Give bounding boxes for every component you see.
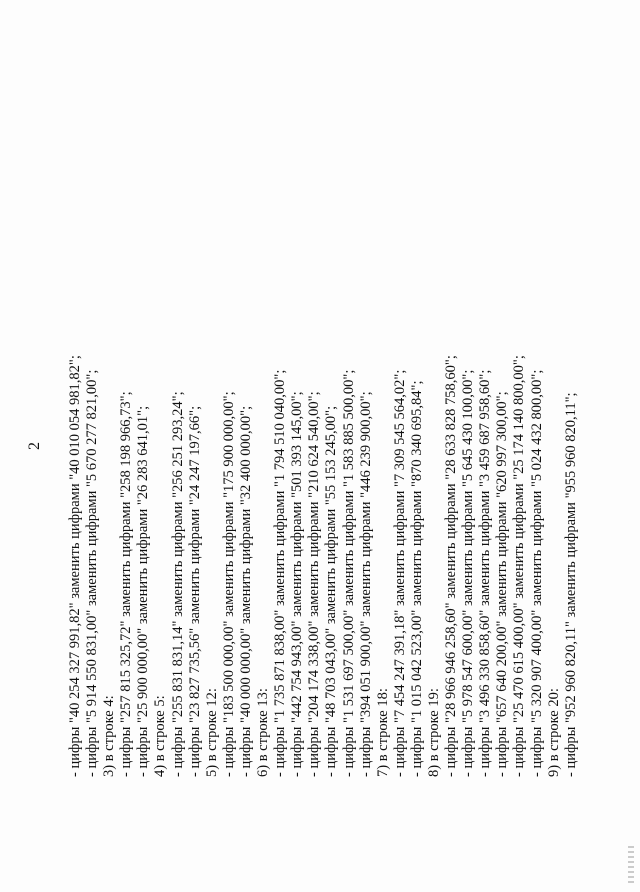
text-line: - цифры "40 000 000,00" заменить цифрами "32 400 000,00"; xyxy=(237,405,254,777)
text-line: - цифры "183 500 000,00" заменить цифрами "175 900 000,00"; xyxy=(220,391,237,777)
section-heading: 7) в строке 18: xyxy=(374,688,391,777)
text-line: - цифры "3 496 330 858,60" заменить цифрами "3 459 687 958,60"; xyxy=(477,369,494,777)
text-line: - цифры "394 051 900,00" заменить цифрами "446 239 900,00"; xyxy=(357,391,374,777)
text-line: - цифры "1 015 042 523,00" заменить цифрами "870 340 695,84"; xyxy=(408,380,425,777)
text-line: - цифры "255 831 831,14" заменить цифрами "256 251 293,24"; xyxy=(169,391,186,777)
section-heading: 4) в строке 5: xyxy=(152,695,169,777)
text-line: - цифры "952 960 820,11" заменить цифрами "955 960 820,11"; xyxy=(562,392,579,777)
text-line: - цифры "48 703 043,00" заменить цифрами "55 153 245,00"; xyxy=(323,405,340,777)
text-line: - цифры "204 174 338,00" заменить цифрами "210 624 540,00"; xyxy=(306,391,323,777)
text-line: - цифры "1 531 697 500,00" заменить цифрами "1 583 885 500,00"; xyxy=(340,369,357,777)
text-line: - цифры "657 640 200,00" заменить цифрами "620 997 300,00"; xyxy=(494,391,511,777)
page-number: 2 xyxy=(26,442,43,450)
text-line: - цифры "5 320 907 400,00" заменить цифрами "5 024 432 800,00"; xyxy=(528,369,545,777)
text-line: - цифры "442 754 943,00" заменить цифрами "501 393 145,00"; xyxy=(289,391,306,777)
section-heading: 8) в строке 19: xyxy=(425,688,442,777)
text-line: - цифры "1 735 871 838,00" заменить цифрами "1 794 510 040,00"; xyxy=(272,369,289,777)
text-line: - цифры "23 827 735,56" заменить цифрами "24 247 197,66"; xyxy=(186,405,203,777)
section-heading: 9) в строке 20: xyxy=(545,688,562,777)
text-line: - цифры "7 454 247 391,18" заменить цифрами "7 309 545 564,02"; xyxy=(391,369,408,777)
text-line: - цифры "40 254 327 991,82" заменить цифрами "40 010 054 981,82"; xyxy=(67,355,83,777)
scan-edge-artifact xyxy=(628,846,634,886)
amendment-list xyxy=(67,77,580,777)
text-line: - цифры "257 815 325,72" заменить цифрами "258 198 966,73"; xyxy=(118,391,135,777)
text-line: - цифры "5 978 547 600,00" заменить цифрами "5 645 430 100,00"; xyxy=(460,369,477,777)
text-line: - цифры "5 914 550 831,00" заменить цифрами "5 670 277 821,00"; xyxy=(84,369,101,777)
text-line: - цифры "25 900 000,00" заменить цифрами "26 283 641,01"; xyxy=(135,405,152,777)
section-heading: 6) в строке 13: xyxy=(255,688,272,777)
text-line: - цифры "28 966 946 258,60" заменить цифрами "28 633 828 758,60"; xyxy=(443,355,460,777)
text-line: - цифры "25 470 615 400,00" заменить цифрами "25 174 140 800,00"; xyxy=(511,355,528,777)
section-heading: 3) в строке 4: xyxy=(101,695,118,777)
section-heading: 5) в строке 12: xyxy=(203,688,220,777)
